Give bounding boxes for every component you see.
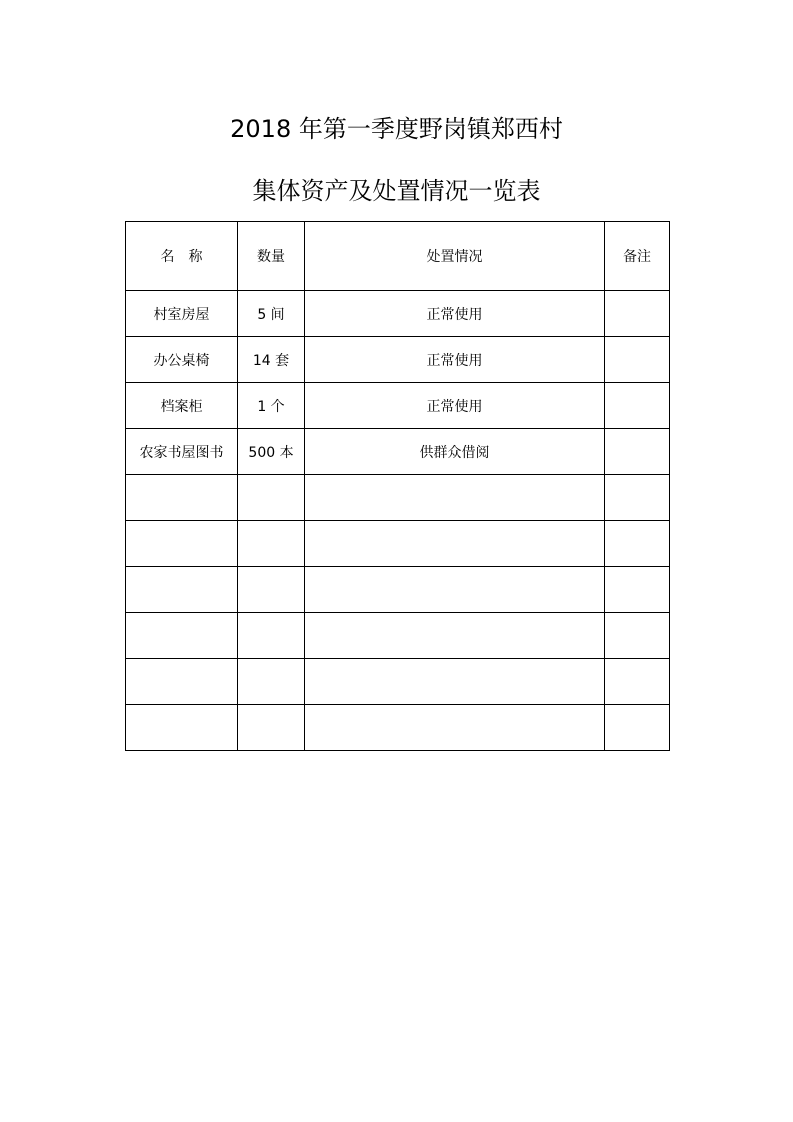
table-row <box>126 567 670 613</box>
cell-disposal-status <box>305 705 605 751</box>
cell-quantity: 1 个 <box>238 383 305 429</box>
cell-disposal-status <box>305 521 605 567</box>
cell-disposal-status: 正常使用 <box>305 337 605 383</box>
cell-name <box>126 521 238 567</box>
cell-quantity: 5 间 <box>238 291 305 337</box>
cell-quantity <box>238 521 305 567</box>
cell-remarks <box>605 705 670 751</box>
cell-name: 档案柜 <box>126 383 238 429</box>
cell-remarks <box>605 383 670 429</box>
cell-disposal-status: 正常使用 <box>305 383 605 429</box>
cell-quantity: 14 套 <box>238 337 305 383</box>
table-row <box>126 429 670 475</box>
cell-remarks <box>605 521 670 567</box>
cell-disposal-status <box>305 567 605 613</box>
cell-disposal-status <box>305 659 605 705</box>
header-quantity: 数量 <box>238 222 305 291</box>
cell-disposal-status: 正常使用 <box>305 291 605 337</box>
cell-remarks <box>605 291 670 337</box>
cell-name <box>126 567 238 613</box>
table-header-row <box>126 222 670 291</box>
page-title-line2: 集体资产及处置情况一览表 <box>252 177 541 205</box>
cell-remarks <box>605 613 670 659</box>
cell-quantity <box>238 613 305 659</box>
header-name: 名 称 <box>126 222 238 291</box>
table-row <box>126 291 670 337</box>
cell-remarks <box>605 659 670 705</box>
cell-remarks <box>605 567 670 613</box>
cell-quantity <box>238 705 305 751</box>
table-row <box>126 613 670 659</box>
cell-name: 村室房屋 <box>126 291 238 337</box>
cell-remarks <box>605 475 670 521</box>
cell-name <box>126 705 238 751</box>
header-remarks: 备注 <box>605 222 670 291</box>
header-disposal-status: 处置情况 <box>305 222 605 291</box>
cell-remarks <box>605 429 670 475</box>
table-row <box>126 337 670 383</box>
cell-name <box>126 659 238 705</box>
cell-remarks <box>605 337 670 383</box>
cell-quantity <box>238 475 305 521</box>
cell-quantity <box>238 567 305 613</box>
cell-name <box>126 613 238 659</box>
cell-quantity: 500 本 <box>238 429 305 475</box>
cell-disposal-status <box>305 613 605 659</box>
table-row <box>126 383 670 429</box>
table-row <box>126 705 670 751</box>
cell-quantity <box>238 659 305 705</box>
page-title-line1: 2018 年第一季度野岗镇郑西村 <box>230 115 563 143</box>
table-row <box>126 475 670 521</box>
cell-disposal-status: 供群众借阅 <box>305 429 605 475</box>
table-row <box>126 521 670 567</box>
cell-name: 办公桌椅 <box>126 337 238 383</box>
cell-name <box>126 475 238 521</box>
table-row <box>126 659 670 705</box>
cell-name: 农家书屋图书 <box>126 429 238 475</box>
asset-table <box>125 221 670 751</box>
cell-disposal-status <box>305 475 605 521</box>
